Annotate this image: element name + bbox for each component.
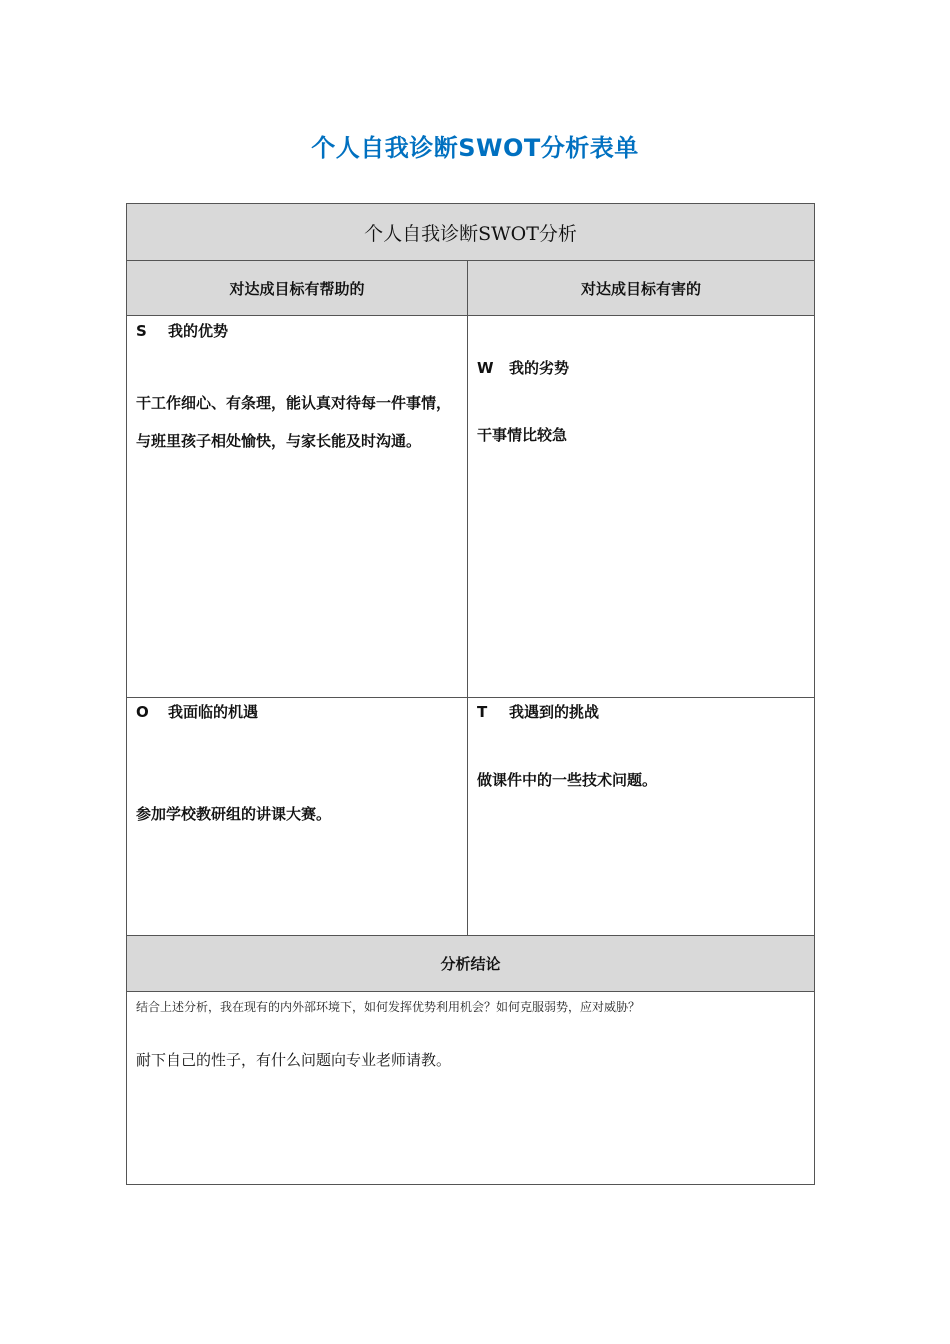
document-title: 个人自我诊断SWOT分析表单 [311, 134, 639, 162]
swot-table [126, 203, 815, 1185]
opportunities-text: 参加学校教研组的讲课大赛。 [136, 805, 332, 823]
strengths-letter: S [136, 322, 147, 340]
threats-cell [468, 698, 814, 935]
strengths-title: 我的优势 [168, 322, 229, 340]
threats-title: 我遇到的挑战 [509, 703, 600, 721]
column-header-harmful: 对达成目标有害的 [468, 261, 814, 316]
conclusion-heading: 分析结论 [127, 936, 814, 991]
conclusion-answer: 耐下自己的性子，有什么问题向专业老师请教。 [136, 1051, 452, 1069]
weaknesses-label [477, 358, 805, 378]
opportunities-cell [127, 698, 467, 935]
weaknesses-letter: W [477, 359, 494, 377]
threats-text: 做课件中的一些技术问题。 [477, 771, 658, 789]
threats-label [477, 702, 805, 722]
threats-letter: T [477, 703, 488, 721]
opportunities-label [136, 702, 458, 722]
weaknesses-text: 干事情比较急 [477, 426, 568, 444]
strengths-label [136, 321, 458, 341]
strengths-text: 干工作细心、有条理，能认真对待每一件事情，与班里孩子相处愉快，与家长能及时沟通。 [136, 394, 452, 450]
table-heading: 个人自我诊断SWOT分析 [127, 204, 814, 260]
conclusion-question: 结合上述分析，我在现有的内外部环境下，如何发挥优势利用机会？如何克服弱势，应对威胁？ [136, 1000, 641, 1014]
opportunities-letter: O [136, 703, 149, 721]
conclusion-cell [127, 992, 814, 1184]
strengths-cell [127, 316, 467, 697]
weaknesses-title: 我的劣势 [509, 359, 570, 377]
weaknesses-cell [468, 316, 814, 697]
opportunities-title: 我面临的机遇 [168, 703, 259, 721]
column-header-helpful: 对达成目标有帮助的 [127, 261, 467, 316]
